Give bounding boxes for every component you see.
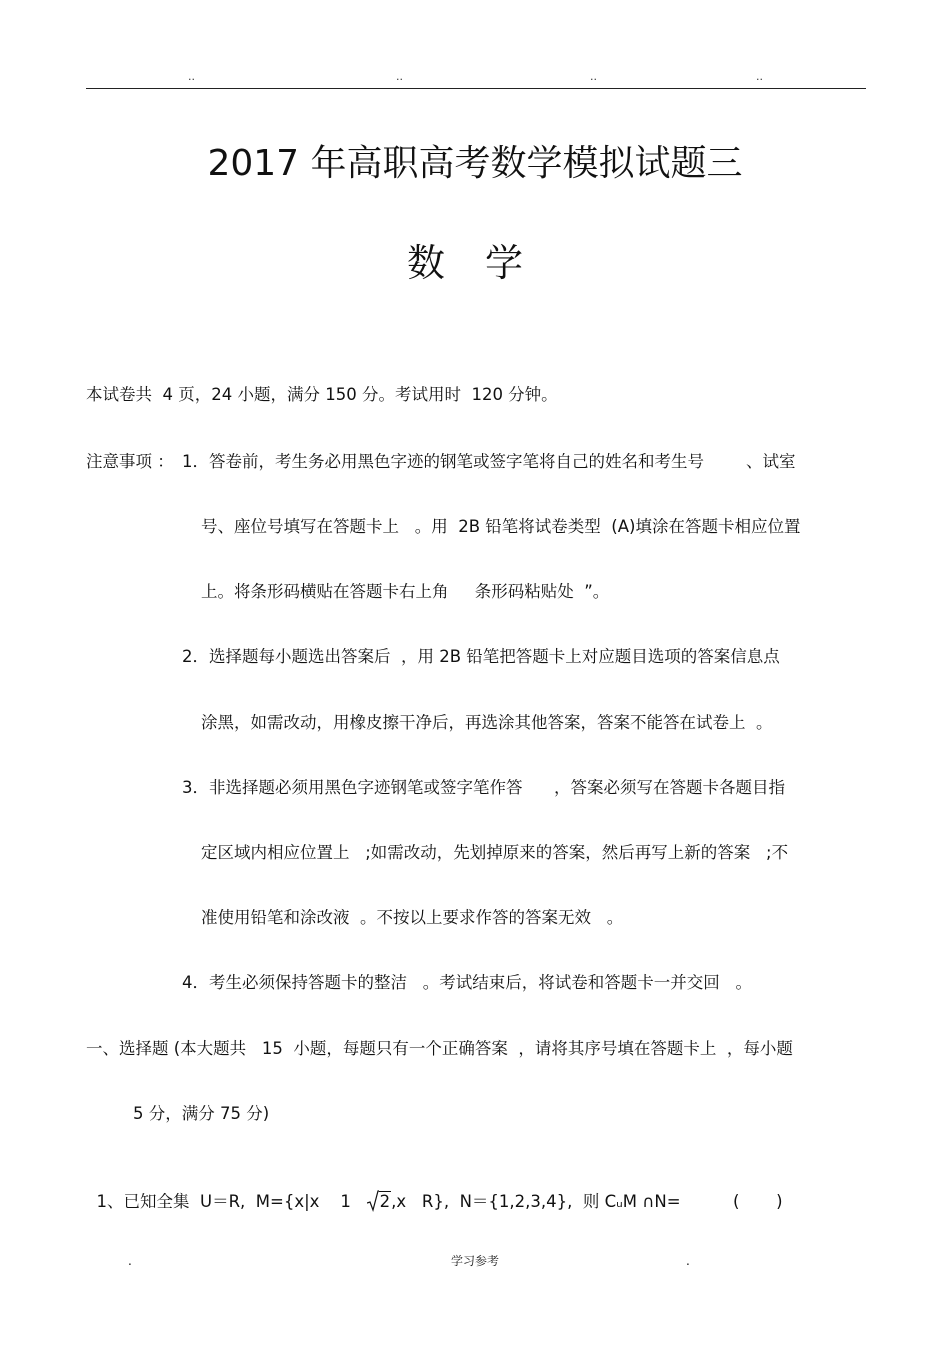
header-rule bbox=[86, 88, 866, 89]
note-line: 4．考生必须保持答题卡的整洁 。考试结束后，将试卷和答题卡一并交回 。 bbox=[182, 973, 752, 992]
question-1-prefix: 1、已知全集 U＝R, M={x|x 1 bbox=[96, 1192, 367, 1211]
footer-label: 学习参考 bbox=[450, 1254, 499, 1268]
footer-dot-right: . bbox=[686, 1254, 690, 1268]
question-1-suffix: ,x R}, N＝{1,2,3,4}, 则 CᵤM ∩N= ( ) bbox=[391, 1192, 783, 1211]
header-dot-1: .. bbox=[188, 70, 195, 83]
header-dot-3: .. bbox=[590, 70, 597, 83]
section-heading-cont: 5 分，满分 75 分) bbox=[133, 1104, 270, 1123]
notes-label: 注意事项 ： bbox=[86, 452, 174, 471]
question-1 bbox=[86, 1168, 783, 1213]
note-line: 上。将条形码横贴在答题卡右上角 条形码粘贴处 ”。 bbox=[201, 582, 610, 601]
footer-dot-left: . bbox=[128, 1254, 132, 1268]
page-subtitle: 数学 bbox=[406, 241, 563, 285]
header-dot-2: .. bbox=[396, 70, 403, 83]
note-line: 准使用铅笔和涂改液 。不按以上要求作答的答案无效 。 bbox=[201, 908, 624, 927]
page-title: 2017 年高职高考数学模拟试题三 bbox=[207, 143, 743, 184]
note-line: 涂黑，如需改动，用橡皮擦干净后，再选涂其他答案，答案不能答在试卷上 。 bbox=[201, 713, 773, 732]
note-line: 号、座位号填写在答题卡上 。用 2B 铅笔将试卷类型 (A)填涂在答题卡相应位置 bbox=[201, 517, 801, 536]
sqrt-radicand: 2 bbox=[379, 1192, 391, 1211]
section-heading: 一、选择题 (本大题共 15 小题，每题只有一个正确答案 ，请将其序号填在答题卡上 ，每小题 bbox=[86, 1039, 793, 1058]
note-line: 定区域内相应位置上 ;如需改动，先划掉原来的答案，然后再写上新的答案 ;不 bbox=[201, 843, 789, 862]
sqrt-icon bbox=[367, 1190, 379, 1212]
sqrt-expression bbox=[367, 1190, 392, 1213]
exam-intro: 本试卷共 4 页，24 小题，满分 150 分。考试用时 120 分钟。 bbox=[86, 385, 558, 404]
note-line: 3．非选择题必须用黑色字迹钢笔或签字笔作答 ，答案必须写在答题卡各题目指 bbox=[182, 778, 785, 797]
note-line: 2．选择题每小题选出答案后 ，用 2B 铅笔把答题卡上对应题目选项的答案信息点 bbox=[182, 647, 780, 666]
header-dot-4: .. bbox=[756, 70, 763, 83]
note-line: 1．答卷前，考生务必用黑色字迹的钢笔或签字笔将自己的姓名和考生号 、试室 bbox=[182, 452, 796, 471]
